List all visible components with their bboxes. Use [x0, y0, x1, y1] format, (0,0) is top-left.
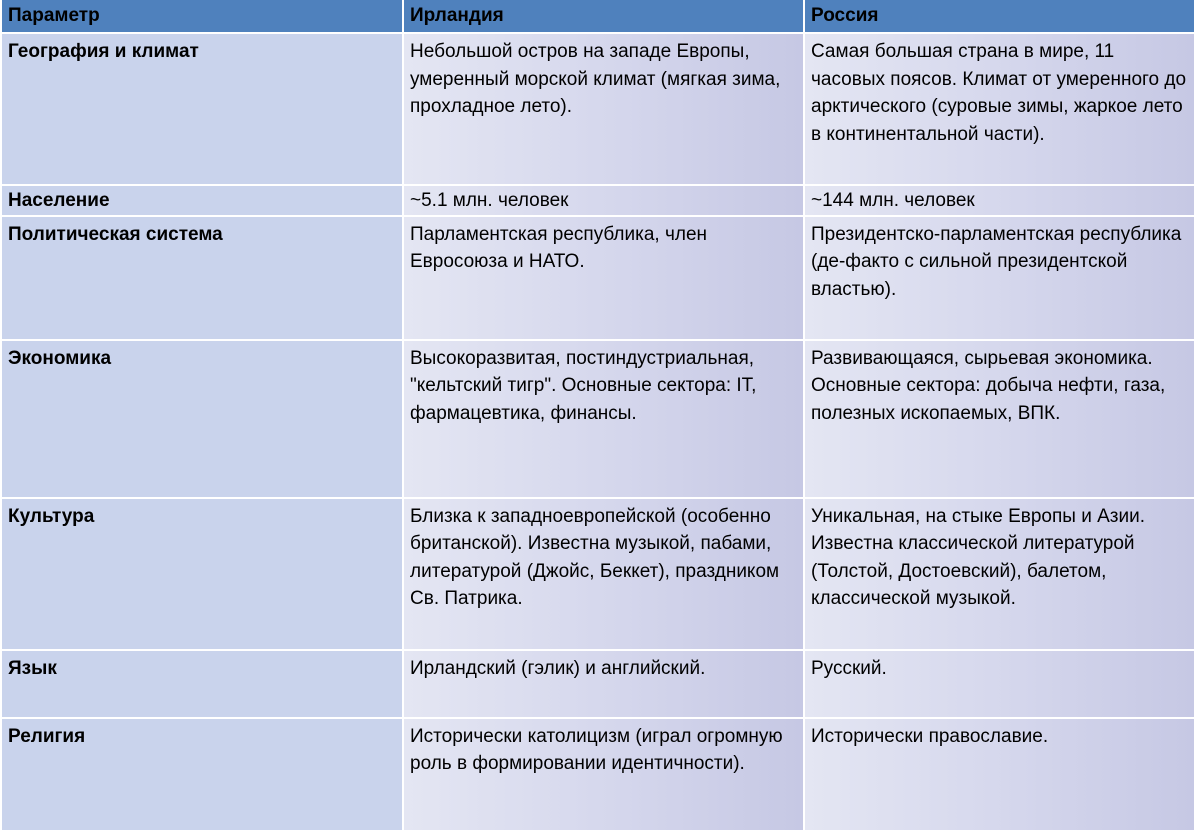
- row-russia-value: Президентско-парламентская республика (де-факто с сильной президентской властью).: [805, 217, 1196, 341]
- header-ireland: Ирландия: [404, 0, 805, 34]
- row-ireland-value: Парламентская республика, член Евросоюза и НАТО.: [404, 217, 805, 341]
- row-param: Политическая система: [2, 217, 404, 341]
- row-ireland-value: ~5.1 млн. человек: [404, 186, 805, 217]
- row-param: Культура: [2, 499, 404, 651]
- row-russia-value: Исторически православие.: [805, 719, 1196, 831]
- row-ireland-value: Близка к западноевропейской (особенно британской). Известна музыкой, пабами, литературой (Джойс, Беккет), праздником Св. Патрика.: [404, 499, 805, 651]
- row-ireland-value: Исторически католицизм (играл огромную роль в формировании идентичности).: [404, 719, 805, 831]
- header-russia: Россия: [805, 0, 1196, 34]
- header-parameter: Параметр: [2, 0, 404, 34]
- row-russia-value: Развивающаяся, сырьевая экономика. Основные сектора: добыча нефти, газа, полезных ископаемых, ВПК.: [805, 341, 1196, 499]
- row-param: Язык: [2, 651, 404, 719]
- row-russia-value: ~144 млн. человек: [805, 186, 1196, 217]
- row-russia-value: Уникальная, на стыке Европы и Азии. Известна классической литературой (Толстой, Достоевский), балетом, классической музыкой.: [805, 499, 1196, 651]
- row-russia-value: Русский.: [805, 651, 1196, 719]
- table-row: [2, 34, 1196, 186]
- row-ireland-value: Небольшой остров на западе Европы, умеренный морской климат (мягкая зима, прохладное лето).: [404, 34, 805, 186]
- row-param: География и климат: [2, 34, 404, 186]
- table-row: [2, 217, 1196, 341]
- row-ireland-value: Высокоразвитая, постиндустриальная, "кельтский тигр". Основные сектора: IT, фармацевтика, финансы.: [404, 341, 805, 499]
- table-row: [2, 719, 1196, 831]
- row-param: Экономика: [2, 341, 404, 499]
- header-row: [2, 0, 1196, 34]
- row-param: Население: [2, 186, 404, 217]
- row-russia-value: Самая большая страна в мире, 11 часовых поясов. Климат от умеренного до арктического (суровые зимы, жаркое лето в континентальной части).: [805, 34, 1196, 186]
- table-row: [2, 651, 1196, 719]
- row-param: Религия: [2, 719, 404, 831]
- comparison-table: [2, 0, 1196, 831]
- table-row: [2, 499, 1196, 651]
- table-row: [2, 341, 1196, 499]
- table-row: [2, 186, 1196, 217]
- row-ireland-value: Ирландский (гэлик) и английский.: [404, 651, 805, 719]
